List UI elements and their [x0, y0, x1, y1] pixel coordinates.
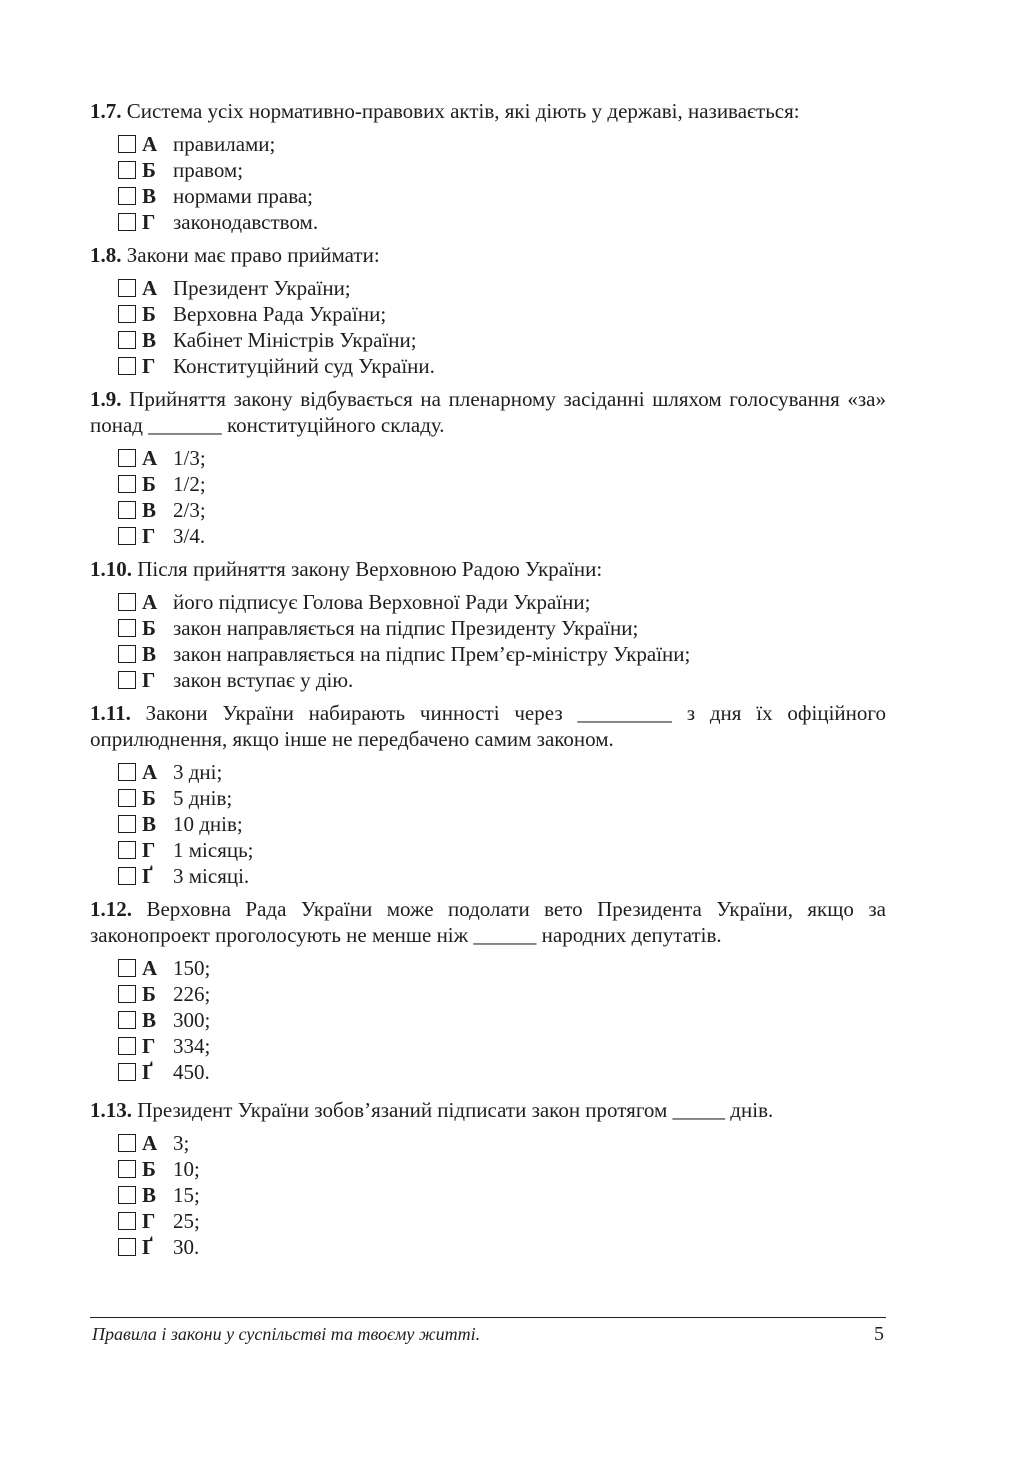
option-text: 3; — [173, 1130, 190, 1155]
option-letter: Г — [142, 1033, 156, 1058]
option-text: Кабінет Міністрів України; — [173, 327, 417, 352]
answer-checkbox[interactable] — [118, 619, 136, 637]
option-text: Конституційний суд України. — [173, 353, 435, 378]
option-text: 450. — [173, 1059, 210, 1084]
answer-checkbox[interactable] — [118, 671, 136, 689]
option-text: Президент України; — [173, 275, 351, 300]
question-text: Система усіх нормативно-правових актів, які діють у державі, називається: — [126, 99, 800, 123]
footer-title: Правила і закони у суспільстві та твоєму житті. — [92, 1324, 481, 1344]
option-letter: В — [142, 327, 157, 352]
option-1-8-b[interactable] — [118, 301, 886, 327]
option-1-13-h[interactable] — [118, 1208, 886, 1234]
question-1-11 — [90, 700, 886, 889]
option-text: 25; — [173, 1208, 200, 1233]
option-letter: Б — [142, 301, 156, 326]
option-letter: В — [142, 1007, 157, 1032]
option-1-9-h[interactable] — [118, 523, 886, 549]
answer-checkbox[interactable] — [118, 161, 136, 179]
option-letter: А — [142, 759, 158, 784]
option-1-9-v[interactable] — [118, 497, 886, 523]
option-text: 3/4. — [173, 523, 206, 548]
answer-checkbox[interactable] — [118, 1186, 136, 1204]
option-1-7-b[interactable] — [118, 157, 886, 183]
question-text: Закони має право приймати: — [126, 243, 380, 267]
question-text: Верховна Рада України може подолати вето Президента України, якщо за законопроект проголосують не менше ніж ______ народних депутатів. — [90, 897, 887, 947]
answer-checkbox[interactable] — [118, 1212, 136, 1230]
option-letter: А — [142, 131, 158, 156]
answer-checkbox[interactable] — [118, 135, 136, 153]
option-letter: Г — [142, 209, 156, 234]
option-1-7-a[interactable] — [118, 131, 886, 157]
option-letter: А — [142, 275, 158, 300]
answer-checkbox[interactable] — [118, 501, 136, 519]
option-letter: А — [142, 1130, 158, 1155]
option-1-10-a[interactable] — [118, 589, 886, 615]
answer-checkbox[interactable] — [118, 593, 136, 611]
option-text: 15; — [173, 1182, 200, 1207]
answer-checkbox[interactable] — [118, 1011, 136, 1029]
option-1-12-v[interactable] — [118, 1007, 886, 1033]
answer-checkbox[interactable] — [118, 841, 136, 859]
questions-container — [90, 98, 886, 1267]
option-text: Верховна Рада України; — [173, 301, 387, 326]
option-text: нормами права; — [173, 183, 314, 208]
question-number: 1.12. — [90, 897, 132, 921]
option-letter: Ґ — [142, 863, 153, 888]
option-1-12-a[interactable] — [118, 955, 886, 981]
answer-checkbox[interactable] — [118, 279, 136, 297]
option-letter: Ґ — [142, 1059, 153, 1084]
question-1-9 — [90, 386, 886, 549]
option-letter: А — [142, 589, 158, 614]
option-text: 334; — [173, 1033, 211, 1058]
option-text: 10; — [173, 1156, 200, 1181]
option-text: 226; — [173, 981, 211, 1006]
question-number: 1.13. — [90, 1098, 132, 1122]
option-letter: Б — [142, 1156, 156, 1181]
option-letter: Б — [142, 785, 156, 810]
answer-checkbox[interactable] — [118, 475, 136, 493]
question-text: Прийняття закону відбувається на пленарному засіданні шляхом голосування «за» понад _______ конституційного складу. — [90, 387, 886, 437]
question-1-12 — [90, 896, 886, 1085]
question-1-8 — [90, 242, 886, 379]
option-letter: В — [142, 641, 157, 666]
option-1-9-b[interactable] — [118, 471, 886, 497]
option-1-11-g[interactable] — [118, 863, 886, 889]
option-1-11-h[interactable] — [118, 837, 886, 863]
option-text: закон направляється на підпис Президенту України; — [173, 615, 639, 640]
option-letter: Б — [142, 615, 156, 640]
answer-checkbox[interactable] — [118, 867, 136, 885]
option-1-8-v[interactable] — [118, 327, 886, 353]
option-1-11-b[interactable] — [118, 785, 886, 811]
option-1-8-a[interactable] — [118, 275, 886, 301]
option-1-11-v[interactable] — [118, 811, 886, 837]
option-1-10-b[interactable] — [118, 615, 886, 641]
question-number: 1.10. — [90, 557, 132, 581]
question-number: 1.8. — [90, 243, 122, 267]
option-letter: В — [142, 1182, 157, 1207]
option-letter: Г — [142, 523, 156, 548]
option-text: 150; — [173, 955, 211, 980]
option-text: 30. — [173, 1234, 200, 1259]
option-letter: Г — [142, 353, 156, 378]
question-number: 1.9. — [90, 387, 122, 411]
page-number: 5 — [874, 1323, 884, 1345]
option-text: 1/2; — [173, 471, 206, 496]
option-text: його підписує Голова Верховної Ради України; — [173, 589, 591, 614]
option-1-8-h[interactable] — [118, 353, 886, 379]
answer-checkbox[interactable] — [118, 1238, 136, 1256]
option-1-10-v[interactable] — [118, 641, 886, 667]
question-1-13 — [90, 1097, 886, 1260]
option-letter: Г — [142, 1208, 156, 1233]
answer-checkbox[interactable] — [118, 213, 136, 231]
option-1-9-a[interactable] — [118, 445, 886, 471]
option-letter: Б — [142, 157, 156, 182]
option-letter: А — [142, 955, 158, 980]
option-letter: Б — [142, 471, 156, 496]
question-number: 1.7. — [90, 99, 122, 123]
answer-checkbox[interactable] — [118, 331, 136, 349]
answer-checkbox[interactable] — [118, 959, 136, 977]
option-1-13-b[interactable] — [118, 1156, 886, 1182]
answer-checkbox[interactable] — [118, 1037, 136, 1055]
answer-checkbox[interactable] — [118, 789, 136, 807]
question-number: 1.11. — [90, 701, 131, 725]
question-1-10 — [90, 556, 886, 693]
answer-checkbox[interactable] — [118, 187, 136, 205]
option-1-11-a[interactable] — [118, 759, 886, 785]
option-text: 3 дні; — [173, 759, 223, 784]
option-1-13-a[interactable] — [118, 1130, 886, 1156]
option-text: правилами; — [173, 131, 276, 156]
answer-checkbox[interactable] — [118, 357, 136, 375]
option-1-13-v[interactable] — [118, 1182, 886, 1208]
option-letter: В — [142, 183, 157, 208]
question-1-7 — [90, 98, 886, 235]
option-text: законодавством. — [173, 209, 319, 234]
option-text: 3 місяці. — [173, 863, 250, 888]
answer-checkbox[interactable] — [118, 527, 136, 545]
question-text: Після прийняття закону Верховною Радою України: — [137, 557, 603, 581]
answer-checkbox[interactable] — [118, 449, 136, 467]
option-1-12-g[interactable] — [118, 1059, 886, 1085]
option-letter: Г — [142, 837, 156, 862]
option-letter: Г — [142, 667, 156, 692]
option-1-12-b[interactable] — [118, 981, 886, 1007]
answer-checkbox[interactable] — [118, 985, 136, 1003]
option-letter: В — [142, 811, 157, 836]
answer-checkbox[interactable] — [118, 1160, 136, 1178]
option-letter: Ґ — [142, 1234, 153, 1259]
answer-checkbox[interactable] — [118, 305, 136, 323]
page-footer — [90, 1317, 886, 1345]
option-text: закон вступає у дію. — [173, 667, 354, 692]
option-text: правом; — [173, 157, 244, 182]
answer-checkbox[interactable] — [118, 1063, 136, 1081]
answer-checkbox[interactable] — [118, 1134, 136, 1152]
question-text: Закони України набирають чинності через _________ з дня їх офіційного оприлюднення, якщо інше не передбачено самим законом. — [90, 701, 887, 751]
option-1-13-g[interactable] — [118, 1234, 886, 1260]
answer-checkbox[interactable] — [118, 763, 136, 781]
option-text: 1 місяць; — [173, 837, 254, 862]
question-text: Президент України зобов’язаний підписати закон протягом _____ днів. — [137, 1098, 774, 1122]
option-letter: В — [142, 497, 157, 522]
option-text: 5 днів; — [173, 785, 233, 810]
option-text: 1/3; — [173, 445, 206, 470]
option-text: 10 днів; — [173, 811, 243, 836]
answer-checkbox[interactable] — [118, 645, 136, 663]
option-1-10-h[interactable] — [118, 667, 886, 693]
option-text: 2/3; — [173, 497, 206, 522]
answer-checkbox[interactable] — [118, 815, 136, 833]
option-letter: Б — [142, 981, 156, 1006]
option-letter: А — [142, 445, 158, 470]
option-1-7-v[interactable] — [118, 183, 886, 209]
option-1-12-h[interactable] — [118, 1033, 886, 1059]
option-1-7-h[interactable] — [118, 209, 886, 235]
option-text: 300; — [173, 1007, 211, 1032]
option-text: закон направляється на підпис Прем’єр-міністру України; — [173, 641, 691, 666]
